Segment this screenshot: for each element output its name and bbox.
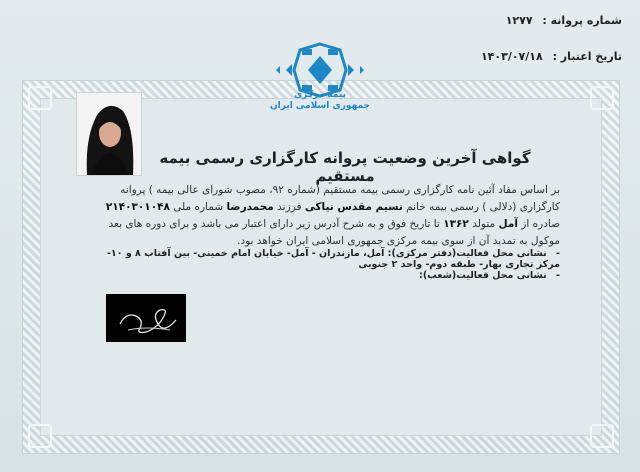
national-id: ۲۱۴۰۳۰۱۰۴۸ — [105, 201, 170, 213]
hq-address-label: نشانی محل فعالیت(دفتر مرکزی): — [387, 248, 547, 259]
hq-address-value: آمل، مازندران - آمل- خیابان امام خمینی- بین آفتاب ۸ و ۱۰- مرکز تجاری بهار- طبقه دوم- واحد ۲ جنوبی — [106, 248, 560, 270]
license-number-row — [506, 14, 622, 27]
certificate-body — [82, 182, 560, 250]
body-intro-text: بر اساس مفاد آئین نامه کارگزاری رسمی بیمه مستقیم (شماره ۹۲، مصوب شورای عالی بیمه ) پروانه کارگزاری (دلالی ) رسمی بیمه خانم — [120, 184, 560, 213]
validity-date-row — [481, 50, 622, 63]
border-corner-ornament — [28, 424, 52, 448]
logo-caption — [262, 90, 378, 112]
agent-name: نسیم مقدس نیاکی — [304, 201, 403, 213]
border-corner-ornament — [28, 86, 52, 110]
father-name: محمدرضا — [226, 201, 274, 213]
agent-photo — [76, 92, 142, 176]
certificate-title: گواهی آخرین وضعیت پروانه کارگزاری رسمی بیمه مستقیم — [159, 149, 531, 185]
validity-date-value: ۱۴۰۳/۰۷/۱۸ — [480, 50, 543, 63]
license-number-label: شماره پروانه : — [542, 14, 622, 27]
national-id-label: شماره ملی — [173, 201, 224, 213]
issue-city: آمل — [498, 218, 518, 230]
issued-from-label: صادره از — [521, 218, 560, 230]
branch-address-label: نشانی محل فعالیت(شعب): — [419, 270, 547, 281]
logo-caption-line2: جمهوری اسلامی ایران — [269, 101, 371, 111]
validity-date-label: تاریخ اعتبار : — [552, 50, 622, 63]
branch-address-row: - نشانی محل فعالیت(شعب): — [419, 270, 560, 281]
border-corner-ornament — [590, 424, 614, 448]
hq-address-row: - نشانی محل فعالیت(دفتر مرکزی): آمل، مازندران - آمل- خیابان امام خمینی- بین آفتاب ۸ و ۱۰- مرکز تجاری بهار- طبقه دوم- واحد ۲ جنوبی — [106, 248, 560, 270]
logo-caption-line1: بیمه مرکزی — [294, 90, 346, 100]
born-label: متولد — [472, 218, 496, 230]
border-corner-ornament — [590, 86, 614, 110]
body-closing-text: تا تاریخ فوق و به شرح آدرس زیر دارای اعتبار می باشد و برای دوره های بعد موکول به تمدید آن از سوی بیمه مرکزی جمهوری اسلامی ایران خواهد بود. — [108, 218, 560, 247]
signature-image — [106, 294, 186, 342]
birth-year: ۱۳۶۲ — [443, 218, 469, 230]
license-number-value: ۱۲۷۷ — [505, 14, 533, 27]
child-of-label: فرزند — [277, 201, 302, 213]
